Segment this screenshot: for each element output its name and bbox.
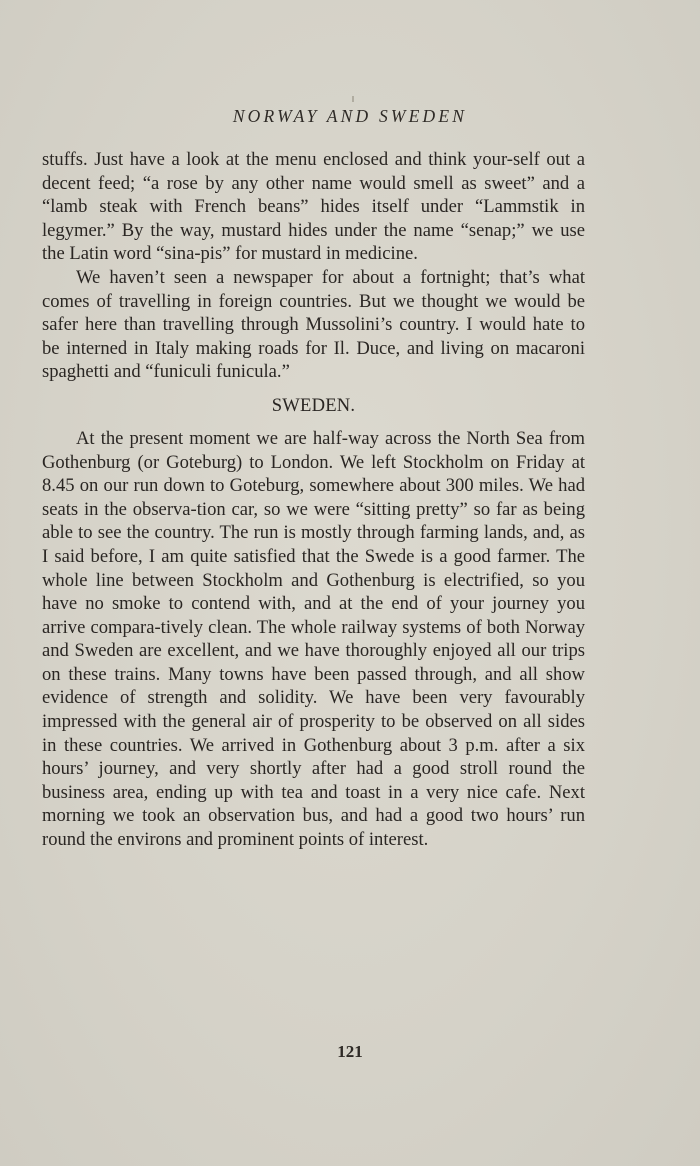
running-head: NORWAY AND SWEDEN — [232, 106, 468, 126]
paragraph-sweden-journey: At the present moment we are half-way across the North Sea from Gothenburg (or Goteburg) to London. We left Stockholm on Friday at 8.45 on our run down to Goteburg, somewhere about 300 miles. We had seats in the observa-tion car, so we were “sitting pretty” so far as being able to see the country. The run is mostly through farming lands, and, as I said before, I am quite satisfied that the Swede is a good farmer. The whole line between Stockholm and Gothenburg is electrified, so you have no smoke to contend with, and at the end of your journey you arrive compara-tively clean. The whole railway systems of both Norway and Sweden are excellent, and we have thoroughly enjoyed all our trips on these trains. Many towns have been passed through, and all show evidence of strength and solidity. We have been very favourably impressed with the general air of prosperity to be observed on all sides in these countries. We arrived in Gothenburg about 3 p.m. after a six hours’ journey, and very shortly after had a good stroll round the business area, ending up with tea and toast in a very nice cafe. Next morning we took an observation bus, and had a good two hours’ run round the environs and prominent points of interest. — [42, 427, 585, 851]
section-heading-sweden: SWEDEN. — [271, 394, 356, 416]
paragraph-newspaper: We haven’t seen a newspaper for about a fortnight; that’s what comes of travelling in foreign countries. But we thought we would be safer here than travelling through Mussolini’s country. I would hate to be interned in Italy making roads for Il. Duce, and living on macaroni spaghetti and “funiculi funicula.” — [42, 266, 585, 383]
page-number: 121 — [337, 1042, 363, 1061]
body-text — [42, 148, 585, 852]
paragraph-menu: stuffs. Just have a look at the menu enclosed and think your-self out a decent feed; “a rose by any other name would smell as sweet” and a “lamb steak with French beans” hides itself under “Lammstik in legymer.” By the way, mustard hides under the name “senap;” we use the Latin word “sina-pis” for mustard in medicine. — [42, 149, 585, 265]
paper-speck — [352, 96, 354, 102]
